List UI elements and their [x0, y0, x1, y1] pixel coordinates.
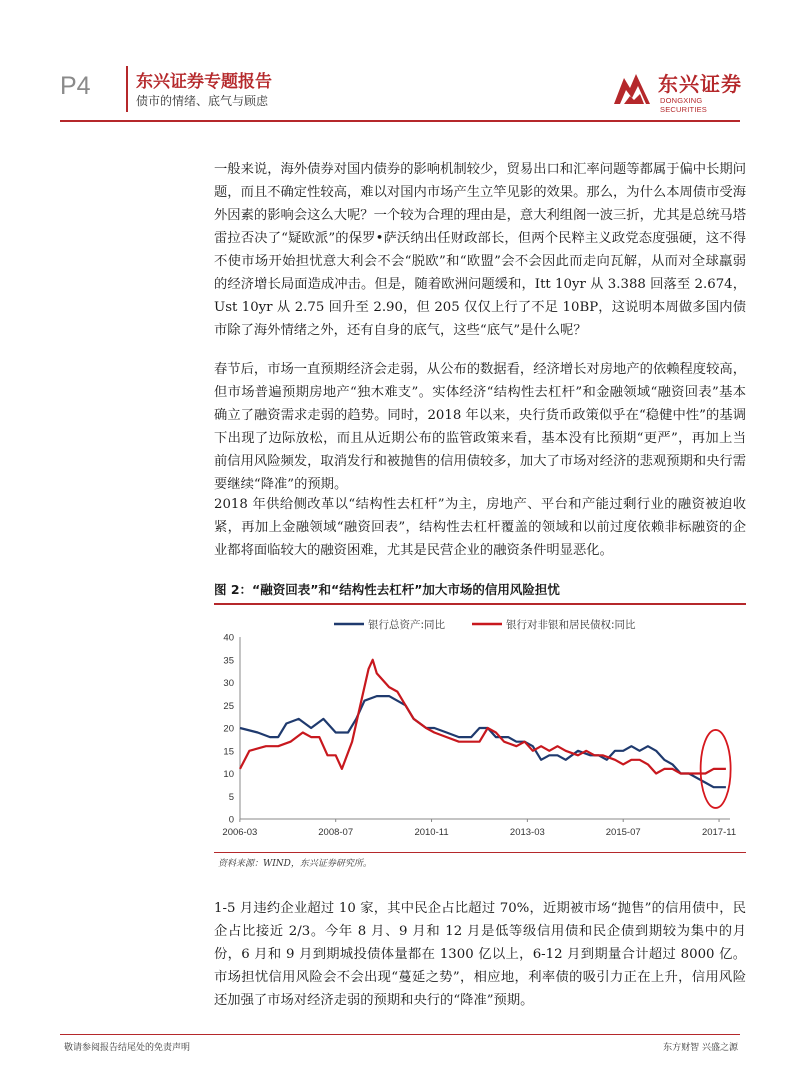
y-tick-label: 15 [223, 746, 234, 758]
logo-text: 东兴证券 [658, 72, 742, 96]
x-tick-label: 2013-03 [509, 827, 545, 838]
body-paragraph: 2018 年供给侧改革以“结构性去杠杆”为主，房地产、平台和产能过剩行业的融资被迫收紧，再加上金融领域“融资回表”，结构性去杠杆覆盖的领域和以前过度依赖非标融资的企业都将面临较大的融资困难，尤其是民营企业的融资条件明显恶化。 [214, 497, 746, 559]
header-rule [60, 120, 740, 122]
company-logo [610, 66, 750, 114]
y-tick-label: 5 [228, 791, 234, 803]
legend-label: 银行总资产:同比 [368, 619, 446, 631]
page-header [0, 0, 800, 122]
body-paragraph: 一般来说，海外债券对国内债券的影响机制较少，贸易出口和汇率问题等都属于偏中长期问题，而且不确定性较高，难以对国内市场产生立竿见影的效果。那么，为什么本周债市受海外因素的影响会这么大呢？一个较为合理的理由是，意大利组阁一波三折，尤其是总统马塔雷拉否决了“疑欧派”的保罗•萨沃纳出任财政部长，但两个民粹主义政党态度强硬，这不得不使市场开始担忧意大利会不会“脱欧”和“欧盟”会不会因此而走向瓦解，从而对全球羸弱的经济增长局面造成冲击。但是，随着欧洲问题缓和，Itt 10yr 从 3.388 回落至 2.674，Ust 10yr 从 2.75 回升至 2.90，但 205 仅仅上行了不足 10BP，这说明本周做多国内债市除了海外情绪之外，还有自身的底气，这些“底气”是什么呢？ [214, 162, 746, 339]
series-line-2 [240, 660, 726, 774]
x-tick-label: 2006-03 [222, 827, 258, 838]
x-tick-label: 2017-11 [701, 827, 737, 838]
y-tick-label: 0 [228, 814, 234, 826]
x-tick-label: 2008-07 [318, 827, 354, 838]
y-tick-label: 20 [223, 723, 234, 735]
body-paragraph: 1-5 月违约企业超过 10 家，其中民企占比超过 70%，近期被市场“抛售”的信用债中，民企占比接近 2/3。今年 8 月、9 月和 12 月是低等级信用债和民企债到期较为集中的月份，6 月和 9 月到期城投债体量都在 1300 亿以上，6-12 月到期量合计超过 8000 亿。市场担忧信用风险会不会出现“蔓延之势”，相应地，利率债的吸引力正在上升，信用风险还加强了市场对经济走弱的预期和央行的“降准”预期。 [214, 901, 746, 1009]
x-tick-label: 2010-11 [414, 827, 449, 838]
legend-label: 银行对非银和居民债权:同比 [506, 619, 636, 631]
body-paragraph: 春节后，市场一直预期经济会走弱，从公布的数据看，经济增长对房地产的依赖程度较高，但市场普遍预期房地产“独木难支”。实体经济“结构性去杠杆”和金融领域“融资回表”基本确立了融资需求走弱的趋势。同时，2018 年以来，央行货币政策似乎在“稳健中性”的基调下出现了边际放松，而且从近期公布的监管政策来看，基本没有比预期“更严”，再加上当前信用风险频发，取消发行和被抛售的信用债较多，加大了市场对经济的悲观预期和央行需要继续“降准”的预期。 [214, 362, 746, 493]
x-tick-label: 2015-07 [605, 827, 641, 838]
report-subtitle: 债市的情绪、底气与顾虑 [136, 94, 269, 108]
y-tick-label: 10 [223, 769, 234, 780]
series-line-1 [240, 696, 726, 787]
header-divider [126, 66, 128, 112]
report-title: 东兴证券专题报告 [136, 72, 272, 92]
figure-source: 资料来源：WIND，东兴证券研究所。 [218, 859, 372, 869]
figure-rule-top [214, 603, 746, 605]
y-tick-label: 30 [223, 678, 234, 689]
figure-title: 图 2：“融资回表”和“结构性去杠杆”加大市场的信用风险担忧 [214, 582, 560, 597]
figure-rule-bottom [214, 852, 746, 853]
page-number: P4 [60, 72, 91, 100]
credit-risk-line-chart [214, 606, 746, 850]
logo-mark-icon [610, 68, 654, 108]
footer-slogan: 东方财智 兴盛之源 [663, 1043, 738, 1053]
footer-rule [60, 1034, 740, 1035]
footer-disclaimer: 敬请参阅报告结尾处的免责声明 [64, 1043, 191, 1053]
y-tick-label: 35 [223, 655, 234, 667]
logo-subtext: DONGXING SECURITIES [660, 96, 708, 114]
y-tick-label: 40 [223, 632, 234, 644]
y-tick-label: 25 [223, 700, 234, 712]
